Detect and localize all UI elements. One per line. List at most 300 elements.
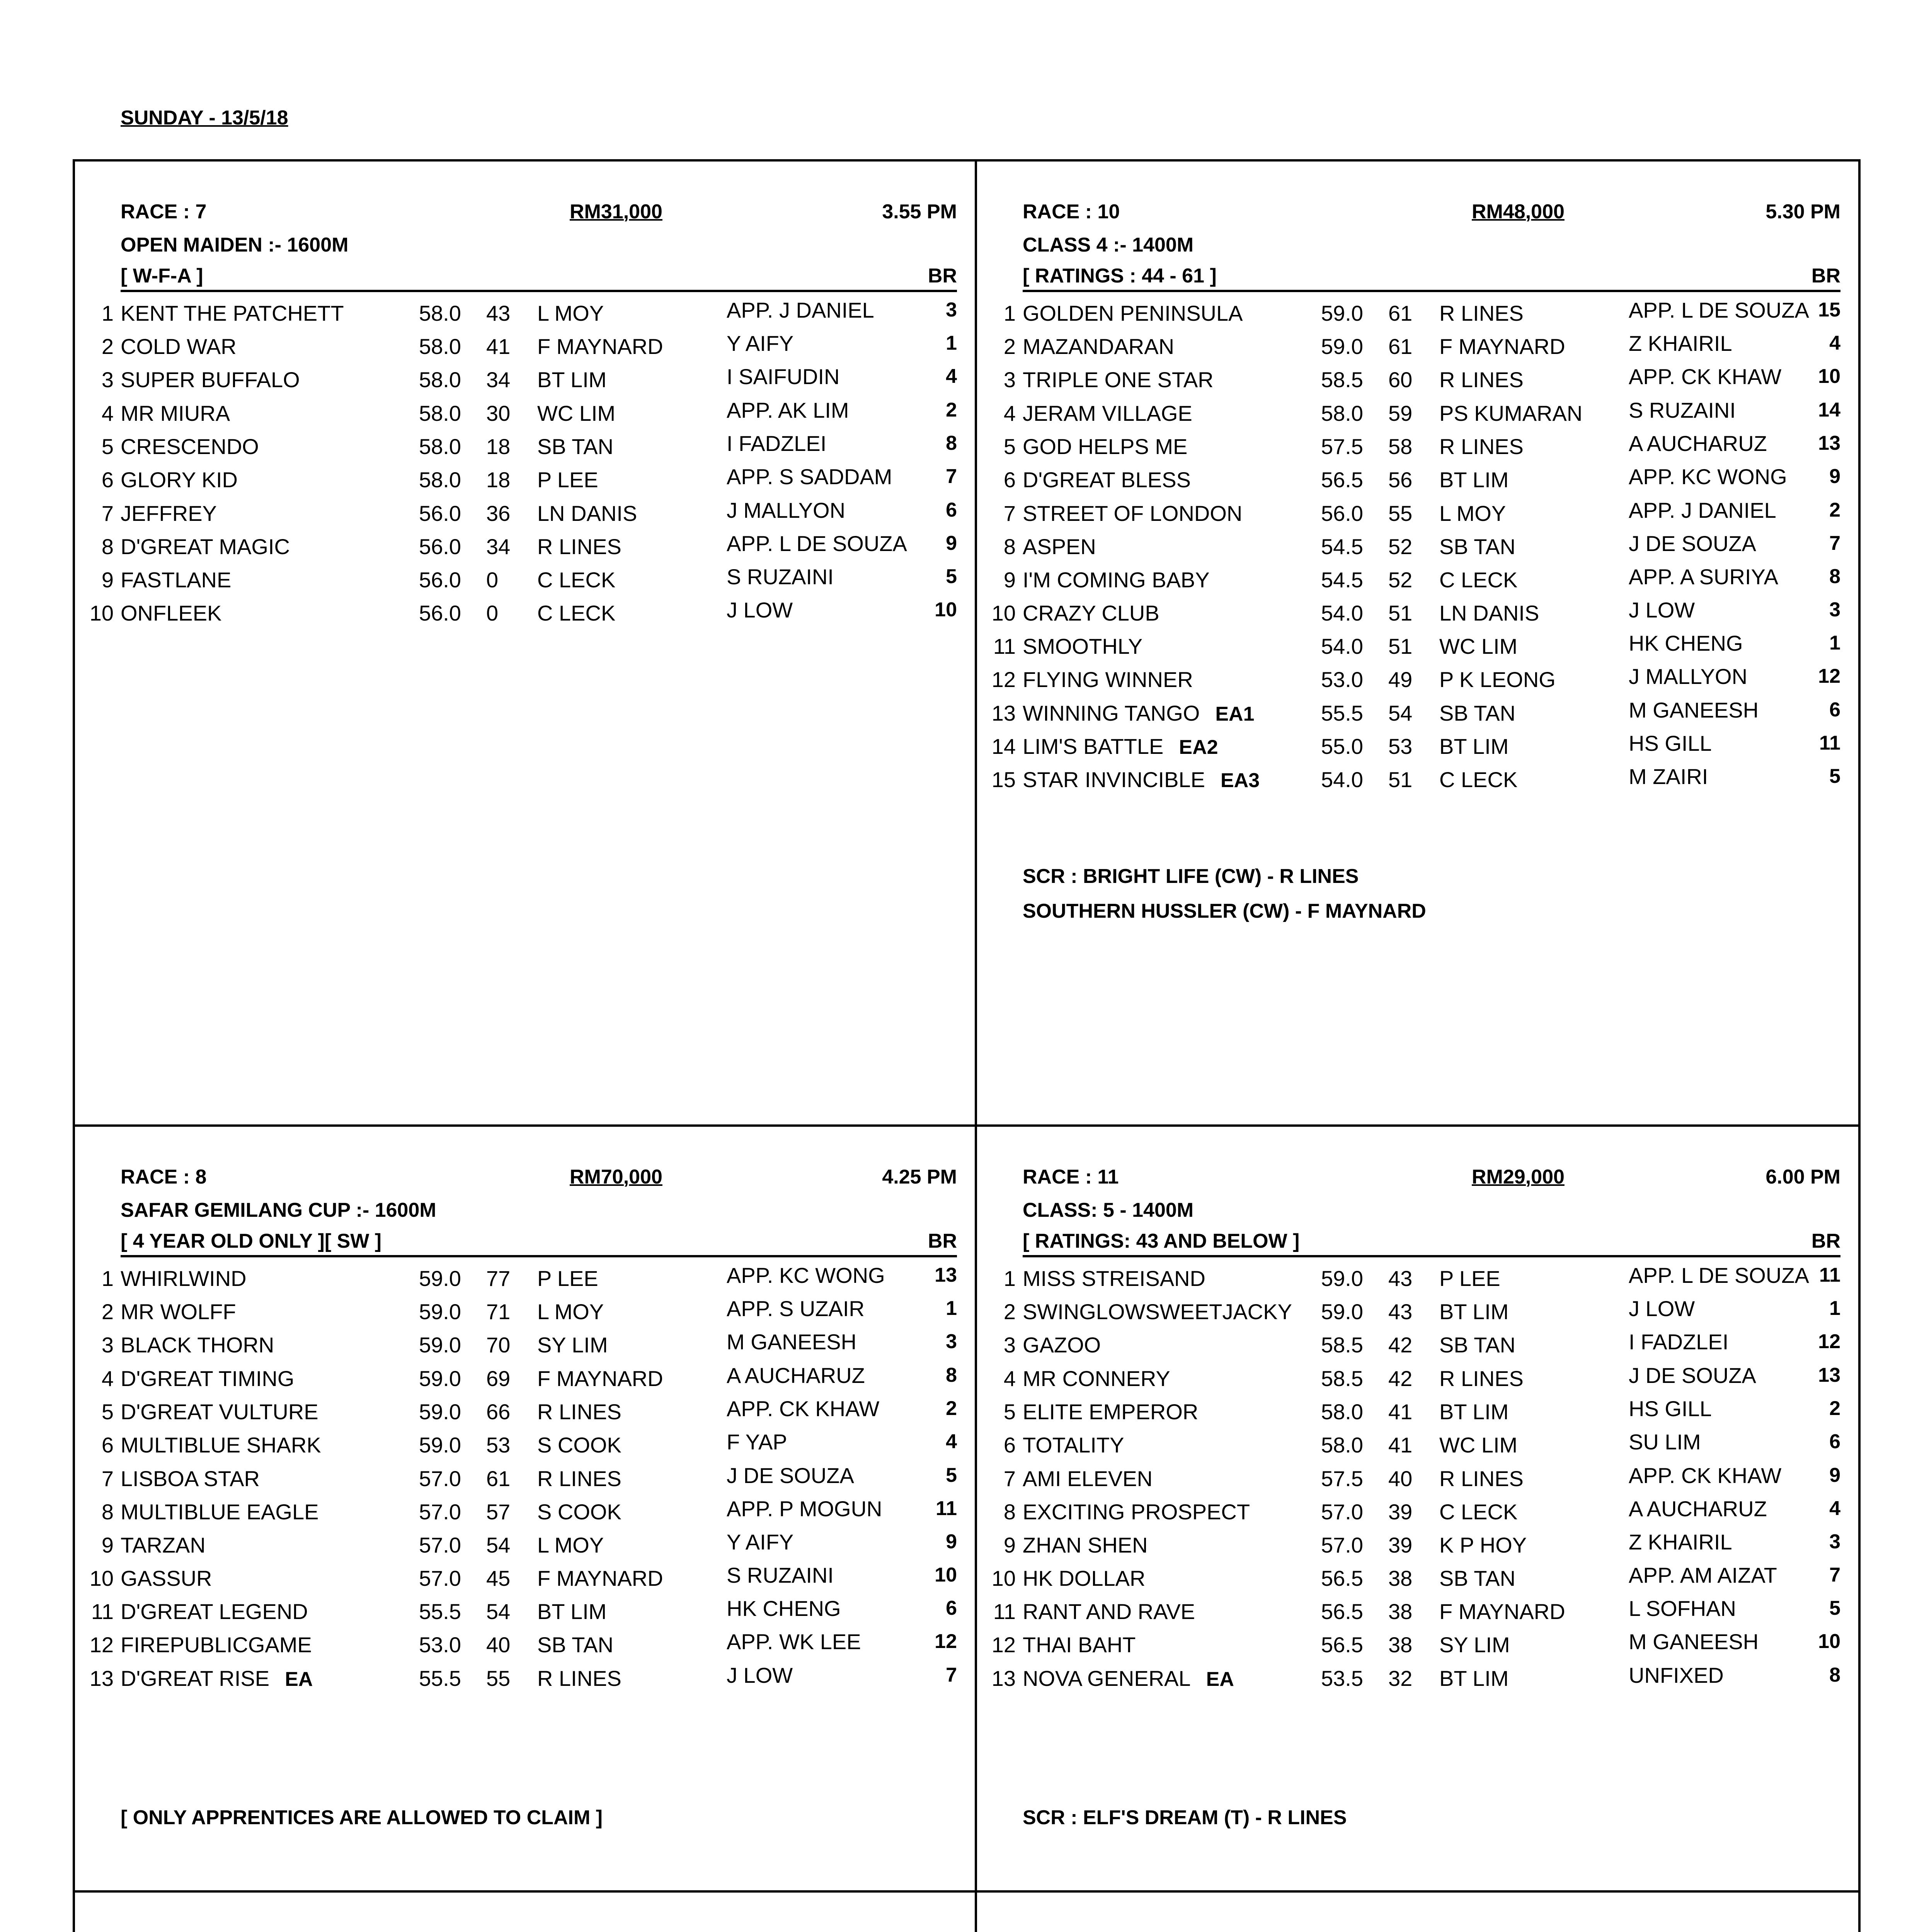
weight: 54.5: [1321, 534, 1363, 559]
runner-row: [977, 1363, 1858, 1399]
barrier: 13: [935, 1264, 957, 1286]
emergency-acceptor: EA2: [1179, 736, 1218, 759]
horse-name: [1023, 600, 1159, 626]
jockey: HS GILL: [1629, 731, 1712, 755]
trainer: SB TAN: [537, 434, 614, 459]
barrier: 1: [946, 332, 957, 354]
horse-name: [121, 367, 300, 392]
weight: 56.0: [1321, 501, 1363, 526]
barrier: 1: [1829, 1297, 1840, 1320]
rating: 69: [486, 1366, 511, 1391]
trainer: R LINES: [537, 1400, 621, 1424]
jockey: APP. KC WONG: [1629, 464, 1787, 489]
horse-name-text: ZHAN SHEN: [1023, 1533, 1148, 1557]
barrier: 9: [1829, 1464, 1840, 1486]
rating: 34: [486, 534, 511, 559]
barrier: 3: [1829, 1531, 1840, 1553]
jockey: HK CHENG: [1629, 631, 1743, 655]
horse-name: [1023, 1666, 1234, 1691]
horse-name-text: GAZOO: [1023, 1333, 1101, 1357]
runner-row: [977, 1263, 1858, 1299]
barrier: 2: [946, 1397, 957, 1420]
horse-name-text: GLORY KID: [121, 468, 238, 492]
runner-number: 4: [1003, 401, 1016, 425]
runner-row: [977, 664, 1858, 700]
horse-name: [121, 1299, 236, 1324]
horse-name-text: LISBOA STAR: [121, 1466, 260, 1491]
rating: 55: [486, 1666, 511, 1690]
race-cell: [75, 1127, 975, 1890]
jockey: J MALLYON: [1629, 664, 1748, 689]
runner-number: 6: [101, 468, 114, 492]
horse-name-text: FASTLANE: [121, 568, 232, 592]
barrier: 11: [936, 1497, 957, 1520]
weight: 54.5: [1321, 568, 1363, 592]
jockey: M GANEESH: [1629, 1629, 1759, 1654]
runner-number: 13: [89, 1666, 114, 1690]
horse-name: [1023, 1499, 1250, 1524]
trainer: PS KUMARAN: [1439, 401, 1583, 425]
runner-row: [977, 698, 1858, 734]
barrier: 7: [946, 465, 957, 488]
trainer: R LINES: [1439, 1466, 1524, 1491]
rating: 41: [486, 334, 511, 359]
barrier: 8: [1829, 1664, 1840, 1686]
horse-name-text: MR MIURA: [121, 401, 230, 425]
runner-number: 2: [1003, 334, 1016, 359]
horse-name: [1023, 401, 1192, 426]
runner-number: 11: [993, 1599, 1016, 1624]
trainer: C LECK: [537, 568, 616, 592]
runner-number: 14: [991, 734, 1016, 759]
jockey: SU LIM: [1629, 1430, 1701, 1454]
horse-name: [1023, 367, 1214, 392]
jockey: A AUCHARUZ: [1629, 1497, 1767, 1521]
barrier: 2: [1829, 1397, 1840, 1420]
weight: 59.0: [419, 1266, 461, 1291]
runner-row: [75, 464, 975, 500]
trainer: BT LIM: [537, 1599, 607, 1624]
weight: 57.0: [419, 1466, 461, 1491]
jockey: J LOW: [1629, 598, 1695, 622]
runner-row: [75, 331, 975, 367]
horse-name-text: MULTIBLUE SHARK: [121, 1433, 321, 1457]
runner-number: 3: [101, 367, 114, 392]
jockey: S RUZAINI: [1629, 398, 1736, 422]
runner-number: 6: [101, 1433, 114, 1457]
runner-row: [977, 1563, 1858, 1599]
horse-name-text: AMI ELEVEN: [1023, 1466, 1153, 1491]
weight: 59.0: [1321, 334, 1363, 359]
jockey: J DE SOUZA: [1629, 531, 1756, 556]
horse-name-text: ELITE EMPEROR: [1023, 1400, 1199, 1424]
horse-name: [121, 1399, 318, 1424]
rating: 61: [1388, 334, 1413, 359]
barrier: 11: [1819, 732, 1840, 754]
horse-name-text: MULTIBLUE EAGLE: [121, 1500, 319, 1524]
horse-name: [1023, 334, 1174, 359]
trainer: R LINES: [1439, 434, 1524, 459]
runner-row: [977, 298, 1858, 334]
emergency-acceptor: EA3: [1220, 769, 1260, 792]
horse-name: [1023, 734, 1218, 759]
weight: 55.0: [1321, 734, 1363, 759]
runner-number: 7: [101, 1466, 114, 1491]
runner-row: [977, 1463, 1858, 1499]
jockey: M GANEESH: [1629, 698, 1759, 722]
runner-row: [75, 1432, 975, 1466]
race-cell: [75, 1893, 975, 1932]
weight: 58.0: [419, 334, 461, 359]
horse-name: [121, 600, 221, 626]
barrier: 5: [946, 565, 957, 588]
barrier: 6: [946, 499, 957, 521]
runner-row: [977, 600, 1858, 634]
runner-row: [75, 298, 975, 334]
horse-name: [1023, 1599, 1195, 1624]
horse-name: [121, 1599, 308, 1624]
weight: 59.0: [419, 1366, 461, 1391]
runner-number: 9: [1003, 568, 1016, 592]
runner-row: [75, 531, 975, 567]
horse-name-text: FLYING WINNER: [1023, 667, 1193, 692]
trainer: R LINES: [537, 1666, 621, 1690]
rating: 38: [1388, 1566, 1413, 1590]
runner-number: 2: [101, 1299, 114, 1324]
barrier: 12: [1818, 1330, 1840, 1353]
weight: 58.0: [1321, 1433, 1363, 1457]
jockey: M ZAIRI: [1629, 764, 1708, 789]
horse-name-text: JERAM VILLAGE: [1023, 401, 1192, 425]
barrier: 8: [1829, 565, 1840, 588]
weight: 58.5: [1321, 1333, 1363, 1357]
barrier: 3: [946, 1330, 957, 1353]
jockey: A AUCHARUZ: [1629, 431, 1767, 456]
trainer: SB TAN: [1439, 701, 1516, 725]
race-conditions: [ 4 YEAR OLD ONLY ][ SW ]: [121, 1230, 382, 1252]
trainer: WC LIM: [1439, 634, 1518, 658]
jockey: Y AIFY: [727, 331, 794, 355]
runner-row: [977, 731, 1858, 767]
horse-name: [1023, 1632, 1136, 1657]
horse-name-text: HK DOLLAR: [1023, 1566, 1146, 1590]
trainer: C LECK: [1439, 767, 1518, 792]
emergency-acceptor: EA: [1206, 1668, 1234, 1690]
weight: 57.5: [1321, 434, 1363, 459]
runner-number: 3: [1003, 1333, 1016, 1357]
weight: 56.0: [419, 568, 461, 592]
race-class: SAFAR GEMILANG CUP :- 1600M: [121, 1199, 436, 1221]
horse-name: [121, 1532, 206, 1558]
trainer: SB TAN: [537, 1633, 614, 1657]
horse-name: [121, 1466, 260, 1491]
horse-name-text: TRIPLE ONE STAR: [1023, 367, 1214, 392]
runner-number: 5: [1003, 434, 1016, 459]
weight: 58.5: [1321, 367, 1363, 392]
runner-row: [75, 364, 975, 400]
emergency-acceptor: EA: [285, 1668, 313, 1690]
horse-name-text: I'M COMING BABY: [1023, 568, 1210, 592]
barrier: 5: [946, 1464, 957, 1486]
jockey: Z KHAIRIL: [1629, 1530, 1732, 1554]
horse-name: [1023, 1532, 1148, 1558]
runner-row: [977, 1396, 1858, 1432]
runner-number: 7: [101, 501, 114, 526]
rating: 49: [1388, 667, 1413, 692]
trainer: R LINES: [537, 534, 621, 559]
barrier: 5: [1829, 765, 1840, 787]
rating: 0: [486, 568, 499, 592]
jockey: APP. CK KHAW: [1629, 364, 1782, 389]
runner-row: [75, 1332, 975, 1366]
weight: 56.5: [1321, 468, 1363, 492]
runner-number: 10: [89, 601, 114, 625]
grid-right-line: [1858, 159, 1861, 1932]
barrier: 8: [946, 432, 957, 454]
barrier: 2: [1829, 499, 1840, 521]
runner-number: 12: [991, 1633, 1016, 1657]
trainer: SB TAN: [1439, 534, 1516, 559]
weight: 56.0: [419, 601, 461, 625]
runner-row: [977, 1499, 1858, 1532]
race-cell: [977, 1127, 1858, 1890]
trainer: WC LIM: [537, 401, 616, 425]
barrier: 7: [946, 1664, 957, 1686]
runner-row: [977, 1332, 1858, 1366]
barrier: 9: [946, 1531, 957, 1553]
trainer: BT LIM: [1439, 1666, 1509, 1690]
horse-name-text: D'GREAT TIMING: [121, 1366, 295, 1391]
barrier-header: BR: [1811, 1230, 1840, 1252]
trainer: SY LIM: [1439, 1633, 1510, 1657]
rating: 43: [1388, 1299, 1413, 1324]
race-class: OPEN MAIDEN :- 1600M: [121, 234, 349, 256]
rating: 52: [1388, 534, 1413, 559]
rating: 32: [1388, 1666, 1413, 1690]
jockey: APP. AK LIM: [727, 398, 849, 422]
weight: 57.0: [1321, 1500, 1363, 1524]
race-class: CLASS 4 :- 1400M: [1023, 234, 1194, 256]
runner-row: [75, 567, 975, 600]
runner-row: [977, 331, 1858, 367]
barrier: 2: [946, 399, 957, 421]
runner-number: 10: [991, 1566, 1016, 1590]
weight: 59.0: [1321, 1266, 1363, 1291]
barrier-header: BR: [928, 265, 957, 287]
runner-row: [977, 1663, 1858, 1699]
horse-name: [1023, 501, 1242, 526]
runner-number: 1: [1003, 1266, 1016, 1291]
horse-name: [1023, 1299, 1292, 1324]
trainer: L MOY: [537, 301, 604, 325]
jockey: APP. WK LEE: [727, 1629, 861, 1654]
runner-number: 6: [1003, 1433, 1016, 1457]
horse-name: [1023, 567, 1210, 592]
rating: 53: [1388, 734, 1413, 759]
weight: 58.0: [419, 301, 461, 325]
horse-name-text: MISS STREISAND: [1023, 1266, 1205, 1291]
weight: 59.0: [1321, 301, 1363, 325]
horse-name: [1023, 1399, 1198, 1424]
page-date: SUNDAY - 13/5/18: [121, 107, 288, 129]
barrier: 6: [946, 1597, 957, 1619]
horse-name: [121, 1632, 312, 1657]
rating: 39: [1388, 1500, 1413, 1524]
rating: 58: [1388, 434, 1413, 459]
rating: 38: [1388, 1633, 1413, 1657]
runner-row: [75, 1499, 975, 1532]
rating: 54: [1388, 701, 1413, 725]
race-note: SCR : ELF'S DREAM (T) - R LINES: [1023, 1806, 1347, 1829]
weight: 57.0: [419, 1500, 461, 1524]
horse-name: [1023, 701, 1255, 726]
runner-row: [75, 1296, 975, 1332]
jockey: APP. S UZAIR: [727, 1296, 865, 1321]
rating: 41: [1388, 1400, 1413, 1424]
trainer: S COOK: [537, 1500, 621, 1524]
weight: 59.0: [419, 1333, 461, 1357]
barrier: 3: [946, 299, 957, 321]
trainer: F MAYNARD: [537, 334, 663, 359]
barrier: 13: [1818, 1364, 1840, 1386]
horse-name: [1023, 667, 1193, 692]
jockey: I FADZLEI: [727, 431, 827, 456]
horse-name-text: SWINGLOWSWEETJACKY: [1023, 1299, 1292, 1324]
race-note: SOUTHERN HUSSLER (CW) - F MAYNARD: [1023, 900, 1426, 922]
barrier: 6: [1829, 1430, 1840, 1453]
trainer: P LEE: [1439, 1266, 1500, 1291]
runner-row: [977, 1432, 1858, 1466]
runner-row: [75, 600, 975, 634]
race-class: CLASS: 5 - 1400M: [1023, 1199, 1194, 1221]
trainer: SB TAN: [1439, 1333, 1516, 1357]
jockey: J DE SOUZA: [1629, 1363, 1756, 1388]
weight: 54.0: [1321, 601, 1363, 625]
jockey: A AUCHARUZ: [727, 1363, 865, 1388]
barrier: 4: [1829, 1497, 1840, 1520]
trainer: R LINES: [1439, 1366, 1524, 1391]
runner-number: 2: [101, 334, 114, 359]
weight: 55.5: [419, 1599, 461, 1624]
jockey: J LOW: [727, 1663, 793, 1687]
rating: 42: [1388, 1366, 1413, 1391]
trainer: K P HOY: [1439, 1533, 1527, 1557]
runner-row: [977, 567, 1858, 600]
horse-name: [121, 301, 344, 326]
barrier: 10: [1818, 365, 1840, 388]
rating: 18: [486, 434, 511, 459]
runner-row: [75, 1463, 975, 1499]
horse-name-text: SUPER BUFFALO: [121, 367, 300, 392]
weight: 57.0: [419, 1566, 461, 1590]
runner-row: [75, 1563, 975, 1599]
jockey: HK CHENG: [727, 1596, 841, 1621]
barrier: 10: [1818, 1630, 1840, 1653]
weight: 58.0: [1321, 401, 1363, 425]
jockey: S RUZAINI: [727, 565, 834, 589]
weight: 53.0: [1321, 667, 1363, 692]
header-rule: [121, 1255, 957, 1257]
trainer: C LECK: [1439, 568, 1518, 592]
rating: 40: [1388, 1466, 1413, 1491]
horse-name: [121, 1366, 294, 1391]
rating: 42: [1388, 1333, 1413, 1357]
horse-name-text: CRESCENDO: [121, 434, 259, 459]
rating: 57: [486, 1500, 511, 1524]
rating: 0: [486, 601, 499, 625]
horse-name: [121, 567, 231, 592]
rating: 53: [486, 1433, 511, 1457]
barrier: 10: [935, 1564, 957, 1586]
weight: 53.5: [1321, 1666, 1363, 1690]
barrier: 5: [1829, 1597, 1840, 1619]
jockey: APP. KC WONG: [727, 1263, 885, 1287]
runner-row: [75, 1629, 975, 1665]
jockey: F YAP: [727, 1430, 787, 1454]
trainer: F MAYNARD: [1439, 1599, 1565, 1624]
trainer: F MAYNARD: [537, 1366, 663, 1391]
weight: 59.0: [1321, 1299, 1363, 1324]
horse-name-text: KENT THE PATCHETT: [121, 301, 344, 325]
runner-number: 13: [991, 701, 1016, 725]
runner-number: 5: [1003, 1400, 1016, 1424]
runner-number: 5: [101, 1400, 114, 1424]
race-number: RACE : 11: [1023, 1166, 1119, 1188]
barrier: 6: [1829, 699, 1840, 721]
horse-name-text: GOLDEN PENINSULA: [1023, 301, 1243, 325]
horse-name: [121, 434, 259, 459]
header-rule: [1023, 290, 1840, 292]
race-time: 6.00 PM: [1765, 1166, 1840, 1188]
barrier: 4: [946, 1430, 957, 1453]
rating: 54: [486, 1533, 511, 1557]
runner-number: 3: [1003, 367, 1016, 392]
jockey: APP. A SURIYA: [1629, 565, 1779, 589]
horse-name: [121, 467, 238, 492]
horse-name: [121, 334, 237, 359]
race-conditions: [ RATINGS : 44 - 61 ]: [1023, 265, 1217, 287]
horse-name-text: D'GREAT VULTURE: [121, 1400, 318, 1424]
runner-row: [75, 431, 975, 467]
runner-row: [977, 364, 1858, 400]
emergency-acceptor: EA1: [1215, 703, 1255, 725]
race-note: [ ONLY APPRENTICES ARE ALLOWED TO CLAIM ]: [121, 1806, 603, 1829]
barrier: 8: [946, 1364, 957, 1386]
runner-row: [977, 1629, 1858, 1665]
horse-name: [121, 1332, 274, 1357]
jockey: APP. J DANIEL: [727, 298, 874, 322]
runner-number: 8: [1003, 534, 1016, 559]
header-rule: [121, 290, 957, 292]
weight: 59.0: [419, 1400, 461, 1424]
barrier: 4: [1829, 332, 1840, 354]
rating: 34: [486, 367, 511, 392]
runner-number: 1: [101, 301, 114, 325]
rating: 54: [486, 1599, 511, 1624]
runner-row: [75, 1596, 975, 1632]
trainer: SB TAN: [1439, 1566, 1516, 1590]
trainer: BT LIM: [1439, 468, 1509, 492]
runner-number: 2: [1003, 1299, 1016, 1324]
jockey: APP. P MOGUN: [727, 1497, 882, 1521]
jockey: I FADZLEI: [1629, 1330, 1729, 1354]
trainer: WC LIM: [1439, 1433, 1518, 1457]
horse-name-text: GOD HELPS ME: [1023, 434, 1188, 459]
trainer: BT LIM: [1439, 1400, 1509, 1424]
jockey: Z KHAIRIL: [1629, 331, 1732, 355]
horse-name: [1023, 301, 1243, 326]
jockey: APP. L DE SOUZA: [727, 531, 907, 556]
